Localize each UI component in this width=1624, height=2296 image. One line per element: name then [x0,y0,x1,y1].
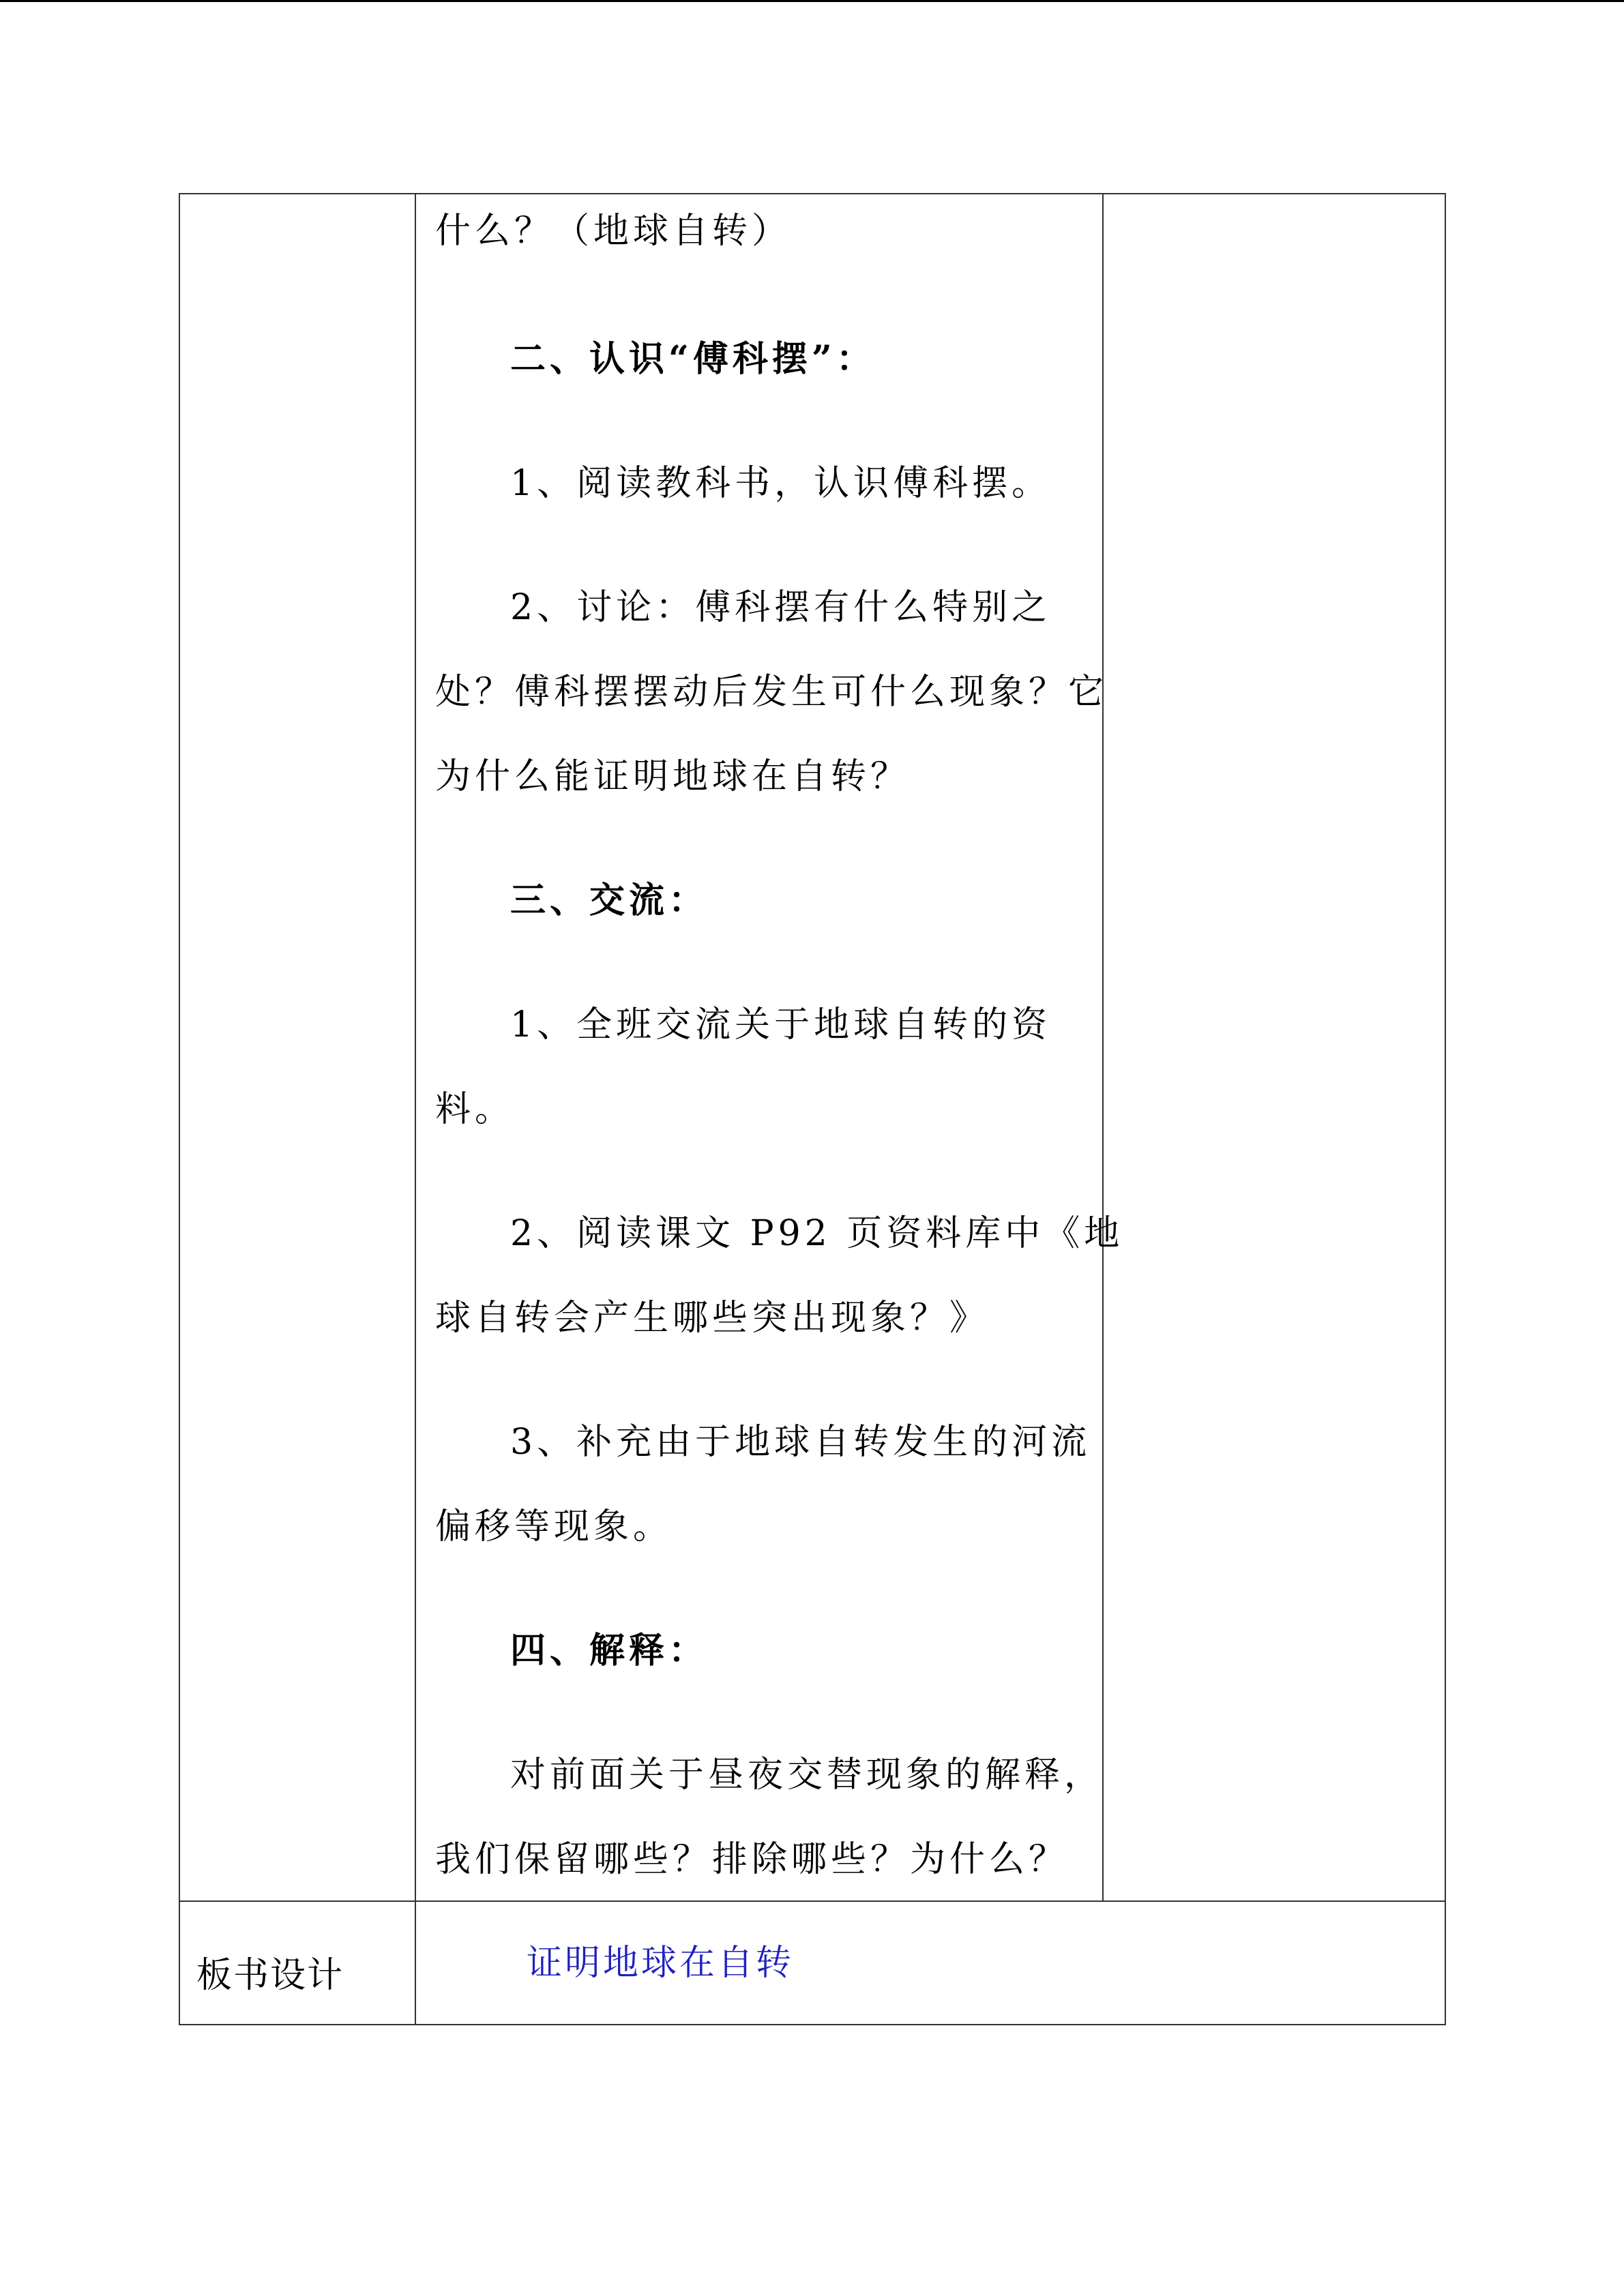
section-heading-4: 四、解释： [510,1630,709,1671]
page-top-rule [0,0,1624,2]
content-line: 2、讨论：傅科摆有什么特别之 [510,587,1052,628]
section-heading-2: 二、认识“傅科摆”： [510,338,876,380]
column-divider-right [1102,194,1104,1900]
content-line: 1、阅读教科书，认识傅科摆。 [510,463,1052,504]
content-line: 球自转会产生哪些突出现象？》 [435,1298,990,1339]
content-line: 料。 [435,1089,515,1130]
content-line: 1、全班交流关于地球自转的资 [510,1004,1052,1045]
section-heading-3: 三、交流： [510,880,709,921]
board-design-content: 证明地球在自转 [527,1943,795,1984]
content-line: 为什么能证明地球在自转？ [435,756,911,797]
content-line: 偏移等现象。 [435,1506,673,1547]
board-design-label: 板书设计 [196,1955,344,1996]
content-line: 处？傅科摆摆动后发生可什么现象？它 [435,672,1108,713]
content-line: 对前面关于昼夜交替现象的解释， [510,1755,1104,1795]
content-line: 什么？（地球自转） [435,211,792,252]
content-line: 2、阅读课文 P92 页资料库中《地 [510,1213,1124,1254]
lesson-plan-table [179,193,1446,2025]
row-divider [180,1900,1445,1902]
content-line: 3、补充由于地球自转发生的河流 [510,1422,1091,1463]
content-line: 我们保留哪些？排除哪些？为什么？ [435,1839,1069,1880]
lesson-content-cell [415,194,1124,1899]
